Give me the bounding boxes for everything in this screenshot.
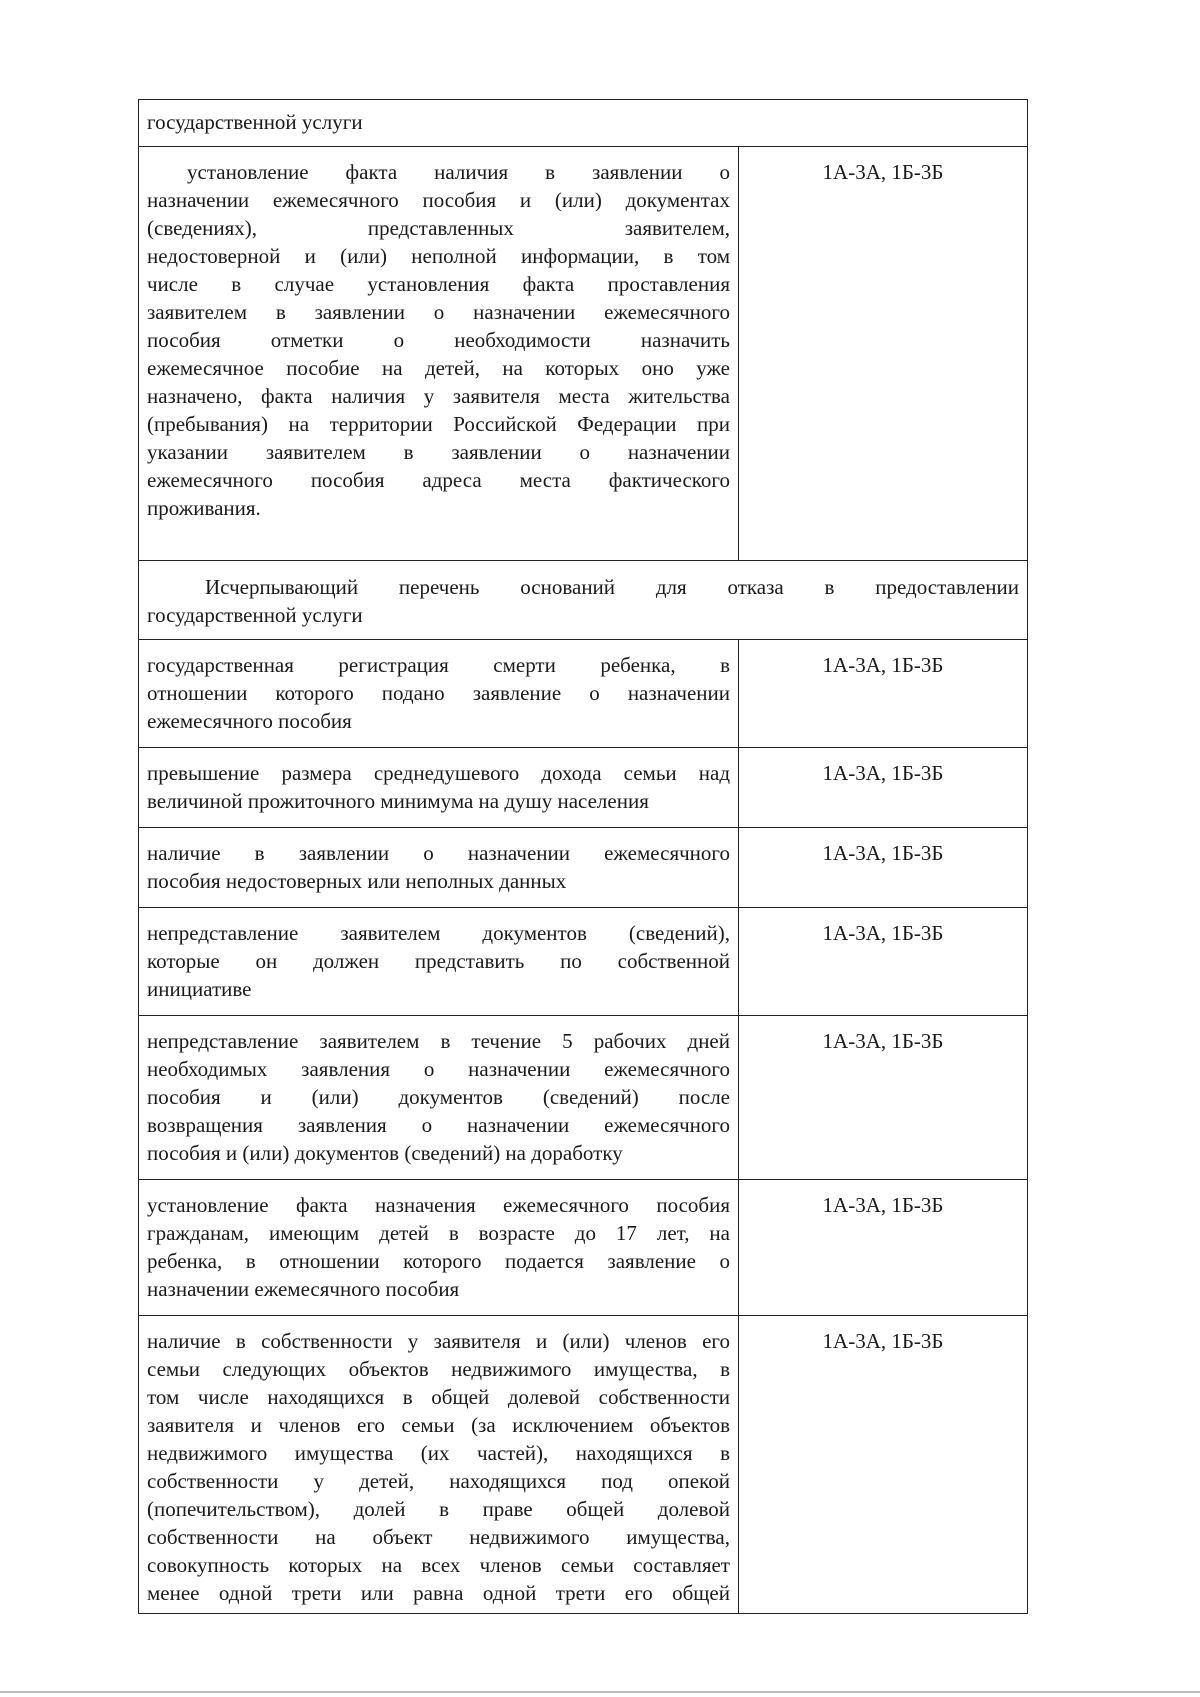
text-line: ежемесячное пособие на детей, на которых оно уже — [147, 356, 730, 380]
code-cell: 1А-3А, 1Б-3Б — [822, 1193, 944, 1217]
table-row — [139, 828, 1027, 908]
section-header-row — [139, 561, 1027, 640]
section-header-row — [139, 100, 1027, 147]
grounds-cell — [139, 908, 739, 1015]
text-line: ребенка, в отношении которого подается заявление о — [147, 1249, 730, 1273]
text-line: пособия недостоверных или неполных данных — [147, 869, 567, 893]
text-line: менее одной трети или равна одной трети его общей — [147, 1581, 730, 1605]
grounds-cell — [139, 828, 739, 907]
text-line: собственности на объект недвижимого имущества, — [147, 1525, 730, 1549]
text-line: числе в случае установления факта проставления — [147, 272, 730, 296]
table-row — [139, 1016, 1027, 1180]
text-line: (попечительством), долей в праве общей долевой — [147, 1497, 730, 1521]
text-line: которые он должен представить по собственной — [147, 949, 730, 973]
text-line: необходимых заявления о назначении ежемесячного — [147, 1057, 730, 1081]
text-line: семьи следующих объектов недвижимого имущества, в — [147, 1357, 730, 1381]
text-line: совокупность которых на всех членов семьи составляет — [147, 1553, 730, 1577]
text-line: пособия и (или) документов (сведений) после — [147, 1085, 730, 1109]
grounds-cell — [139, 640, 739, 747]
page-bottom-edge — [0, 1691, 1200, 1693]
text-line: величиной прожиточного минимума на душу населения — [147, 789, 649, 813]
grounds-cell — [139, 748, 739, 827]
text-line: пособия отметки о необходимости назначить — [147, 328, 730, 352]
code-cell: 1А-3А, 1Б-3Б — [822, 160, 944, 184]
section-header-line: государственной услуги — [147, 603, 363, 627]
text-line: указании заявителем в заявлении о назначении — [147, 440, 730, 464]
text-line: (сведениях), представленных заявителем, — [147, 216, 730, 240]
table-row — [139, 640, 1027, 748]
code-cell: 1А-3А, 1Б-3Б — [822, 841, 944, 865]
text-line: (пребывания) на территории Российской Федерации при — [147, 412, 730, 436]
requirements-table — [138, 99, 1028, 1614]
text-line: установление факта назначения ежемесячного пособия — [147, 1193, 730, 1217]
code-cell: 1А-3А, 1Б-3Б — [822, 1029, 944, 1053]
text-line: пособия и (или) документов (сведений) на доработку — [147, 1141, 623, 1165]
table-row — [139, 147, 1027, 561]
table-row — [139, 748, 1027, 828]
text-line: наличие в собственности у заявителя и (или) членов его — [147, 1329, 730, 1353]
text-line: инициативе — [147, 977, 252, 1001]
text-line: заявителем в заявлении о назначении ежемесячного — [147, 300, 730, 324]
text-line: установление факта наличия в заявлении о — [187, 160, 730, 184]
table-row — [139, 1316, 1027, 1614]
code-cell: 1А-3А, 1Б-3Б — [822, 921, 944, 945]
text-line: ежемесячного пособия — [147, 709, 352, 733]
grounds-cell — [139, 147, 739, 560]
text-line: недвижимого имущества (их частей), находящихся в — [147, 1441, 730, 1465]
text-line: отношении которого подано заявление о назначении — [147, 681, 730, 705]
text-line: превышение размера среднедушевого дохода семьи над — [147, 761, 730, 785]
text-line: заявителя и членов его семьи (за исключением объектов — [147, 1413, 730, 1437]
text-line: государственная регистрация смерти ребенка, в — [147, 653, 730, 677]
text-line: наличие в заявлении о назначении ежемесячного — [147, 841, 730, 865]
text-line: недостоверной и (или) неполной информации, в том — [147, 244, 730, 268]
code-cell: 1А-3А, 1Б-3Б — [822, 1329, 944, 1353]
text-line: ежемесячного пособия адреса места фактического — [147, 468, 730, 492]
grounds-cell — [139, 1316, 739, 1613]
grounds-cell — [139, 1016, 739, 1179]
section-header-line: Исчерпывающий перечень оснований для отказа в предоставлении — [205, 575, 1019, 599]
table-row — [139, 1180, 1027, 1316]
code-cell: 1А-3А, 1Б-3Б — [822, 761, 944, 785]
text-line: непредставление заявителем документов (сведений), — [147, 921, 730, 945]
text-line: гражданам, имеющим детей в возрасте до 17 лет, на — [147, 1221, 730, 1245]
section-header-cell — [139, 561, 1027, 639]
code-cell: 1А-3А, 1Б-3Б — [822, 653, 944, 677]
text-line: проживания. — [147, 496, 261, 520]
text-line: непредставление заявителем в течение 5 рабочих дней — [147, 1029, 730, 1053]
text-line: том числе находящихся в общей долевой собственности — [147, 1385, 730, 1409]
text-line: назначено, факта наличия у заявителя места жительства — [147, 384, 730, 408]
text-line: собственности у детей, находящихся под опекой — [147, 1469, 730, 1493]
table-row — [139, 908, 1027, 1016]
text-line: назначении ежемесячного пособия — [147, 1277, 460, 1301]
section-header-cell — [139, 100, 1027, 146]
text-line: возвращения заявления о назначении ежемесячного — [147, 1113, 730, 1137]
text-line: назначении ежемесячного пособия и (или) документах — [147, 188, 730, 212]
grounds-cell — [139, 1180, 739, 1315]
section-header-line: государственной услуги — [147, 110, 363, 134]
